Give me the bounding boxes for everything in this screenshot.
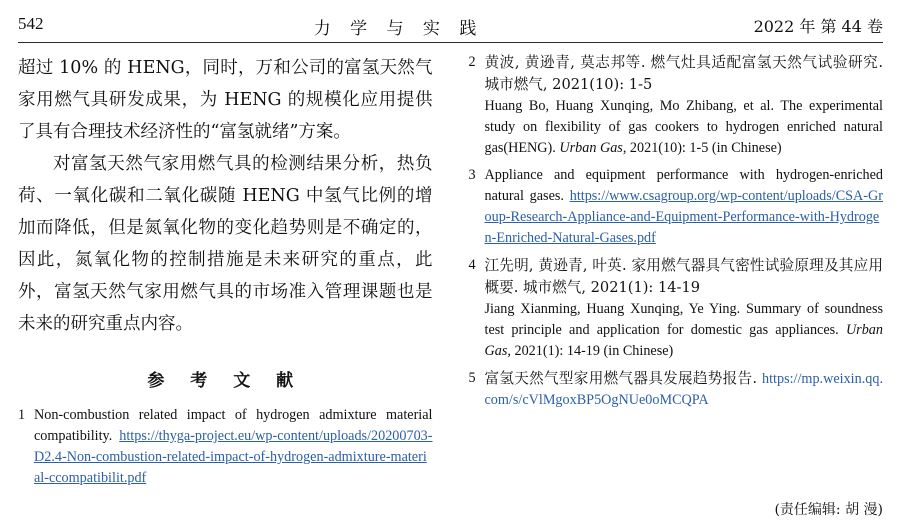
reference-english-tail: , 2021(1): 14-19 (in Chinese) <box>507 343 674 359</box>
reference-text <box>485 52 884 159</box>
reference-item-3 <box>469 165 884 249</box>
reference-english-text: Huang Bo, Huang Xunqing, Mo Zhibang, et al. The experimental study on flexibility of gas cookers to hydrogen enriched natural gas(HENG). <box>484 98 883 156</box>
header-rule <box>18 42 883 43</box>
reference-number: 3 <box>468 167 476 183</box>
reference-text <box>485 165 884 249</box>
reference-number: 1 <box>18 407 26 423</box>
reference-english-text: Jiang Xianming, Huang Xunqing, Ye Ying. Summary of soundness test principle and application for domestic gas appliances. <box>484 301 883 338</box>
reference-chinese-text: 富氢天然气型家用燃气器具发展趋势报告. <box>484 370 762 387</box>
reference-title-text: Appliance and equipment performance with hydrogen-enriched natural gases. <box>484 167 883 204</box>
reference-item-5 <box>469 368 884 411</box>
body-paragraph-2: 对富氢天然气家用燃气具的检测结果分析，热负荷、一氧化碳和二氧化碳随 HENG 中氢气比例的增加而降低，但是氮氧化物的变化趋势则是不确定的，因此，氮氧化物的控制措施是未来研究的重点，此外，富氢天然气家用燃气具的市场准入管理课题也是未来的研究重点内容。 <box>18 154 433 334</box>
reference-number: 2 <box>468 54 476 70</box>
reference-link[interactable]: https://www.csagroup.org/wp-content/uploads/CSA-Group-Research-Appliance-and-Equipment-Performance-with-Hydrogen-Enriched-Natural-Gases.pdf <box>484 188 883 246</box>
right-column <box>465 52 884 521</box>
reference-title-text: Non-combustion related impact of hydrogen admixture material compatibility. <box>34 407 433 444</box>
reference-chinese-text: 江先明, 黄逊青, 叶英. 家用燃气器具气密性试验原理及其应用概要. 城市燃气, 2021(1): 14-19 <box>484 257 883 296</box>
issue-info: 2022 年 第 44 卷 <box>753 17 883 36</box>
journal-title: 力 学 与 实 践 <box>313 19 484 39</box>
reference-chinese-text: 黄波, 黄逊青, 莫志邦等. 燃气灶具适配富氢天然气试验研究. 城市燃气, 2021(10): 1-5 <box>484 54 883 93</box>
reference-link[interactable]: https://mp.weixin.qq.com/s/cVlMgoxBP5OgNUe0oMCQPA <box>484 371 883 408</box>
reference-source-title: Urban Gas <box>484 322 883 359</box>
left-column <box>18 52 437 521</box>
reference-text <box>485 368 884 411</box>
reference-source-title: Urban Gas <box>559 140 623 156</box>
reference-text <box>34 405 433 489</box>
body-paragraph-1: 超过 10% 的 HENG，同时，万和公司的富氢天然气家用燃气具研发成果，为 HENG 的规模化应用提供了具有合理技术经济性的“富氢就绪”方案。 <box>18 58 433 142</box>
reference-item-4 <box>469 255 884 362</box>
two-column-body <box>18 52 883 521</box>
reference-text <box>485 255 884 362</box>
reference-link[interactable]: https://thyga-project.eu/wp-content/uploads/20200703-D2.4-Non-combustion-related-impact-of-hydrogen-admixture-material-ccompatibilit.pdf <box>34 428 433 486</box>
running-head <box>18 14 883 44</box>
references-heading: 参 考 文 献 <box>147 371 304 391</box>
editor-credit: (责任编辑: 胡 漫) <box>774 502 883 518</box>
reference-item-2 <box>469 52 884 159</box>
reference-english-tail: , 2021(10): 1-5 (in Chinese) <box>622 140 782 156</box>
page-number: 542 <box>18 14 44 33</box>
reference-item-1 <box>18 405 433 489</box>
reference-number: 5 <box>468 370 476 386</box>
reference-number: 4 <box>468 257 476 273</box>
